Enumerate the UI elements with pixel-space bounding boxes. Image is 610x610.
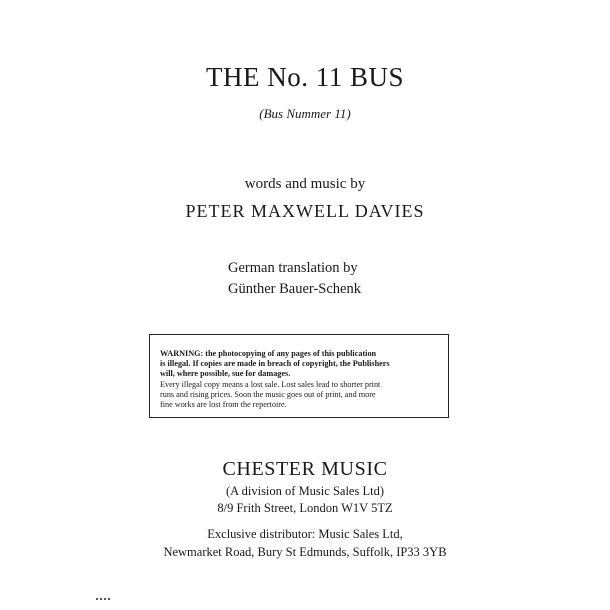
publisher-address: 8/9 Frith Street, London W1V 5TZ [217,501,393,515]
scan-speck [96,598,110,600]
translation-label: German translation by [228,260,358,276]
distributor-line: Exclusive distributor: Music Sales Ltd, [207,527,403,541]
publisher-division: (A division of Music Sales Ltd) [226,484,384,498]
warning-line: Every illegal copy means a lost sale. Lost sales lead to shorter print [160,379,381,389]
translator-name: Günther Bauer-Schenk [228,281,361,297]
copyright-warning-box [149,334,449,418]
words-music-label: words and music by [244,176,366,192]
warning-line: WARNING: the photocopying of any pages of this publication [160,349,377,358]
composer-name: PETER MAXWELL DAVIES [185,201,425,221]
warning-line: runs and rising prices. Soon the music goes out of print, and more [160,389,376,399]
distributor-address: Newmarket Road, Bury St Edmunds, Suffolk, IP33 3YB [163,545,447,559]
warning-line: will, where possible, sue for damages. [160,369,291,379]
page-title: THE No. 11 BUS [205,62,404,92]
publisher-name: CHESTER MUSIC [222,458,388,480]
subtitle: (Bus Nummer 11) [259,106,351,121]
warning-line: is illegal. If copies are made in breach of copyright, the Publishers [160,359,390,369]
warning-line: fine works are lost from the repertoire. [160,400,287,410]
